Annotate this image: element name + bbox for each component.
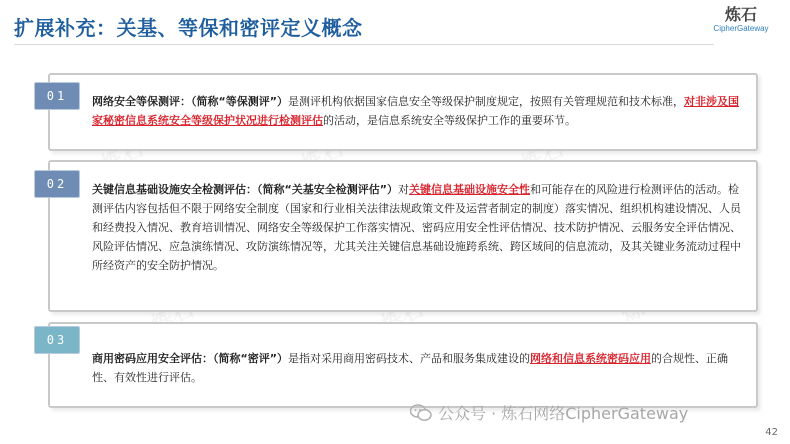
watermark-mark: 炼石 [97, 136, 149, 178]
definition-text-3 [92, 349, 742, 387]
logo-subtitle: CipherGateway [713, 24, 769, 33]
definition-body: 的合规性、正确性、有效性进行评估。 [92, 352, 728, 384]
watermark-mark: 炼石 [377, 296, 429, 338]
logo-mark: 炼石 [724, 5, 757, 24]
definition-highlight: 对非涉及国家秘密信息系统安全等级保护状况进行检测评估 [92, 95, 739, 127]
title-divider [14, 44, 714, 45]
definition-body: 和可能存在的风险进行检测评估的活动。检测评估内容包括但不限于网络安全制度（国家和行业相关法律法规政策文件及运营者制定的制度）落实情况、组织机构建设情况、人员和经费投入情况、教育培训情况、网络安全等级保护工作落实情况、密码应用安全性评估情况、技术防护情况、云服务安全评估情况、风险评估情况、应急演练情况、攻防演练情况等，尤其关注关键信息基础设施跨系统、跨区域间的信息流动，及其关键业务流动过程中所经资产的安全防护情况。 [92, 183, 741, 272]
item-number-badge: 02 [34, 170, 80, 198]
definition-body: 是测评机构依据国家信息安全等级保护制度规定，按照有关管理规范和技术标准， [287, 95, 684, 108]
definition-body: 是指对采用商用密码技术、产品和服务集成建设的 [287, 352, 530, 365]
page-title: 扩展补充：关基、等保和密评定义概念 [14, 16, 363, 40]
watermark-mark: 炼石 [147, 296, 199, 338]
definition-highlight: 网络和信息系统密码应用 [529, 352, 651, 365]
watermark-mark: 炼石 [517, 136, 569, 178]
definition-body: 的活动，是信息系统安全等级保护工作的重要环节。 [323, 114, 576, 127]
definition-highlight: 关键信息基础设施安全性 [408, 183, 530, 196]
item-number-badge: 01 [34, 82, 80, 110]
item-number-badge: 03 [34, 326, 80, 354]
definition-term: 网络安全等保测评：（简称“等保测评”） [92, 95, 288, 108]
definition-text-2 [92, 180, 742, 275]
footer-text: 公众号 · 炼石网络CipherGateway [438, 404, 689, 423]
brand-logo [706, 6, 776, 33]
definition-body: 对 [397, 183, 409, 196]
definition-term: 商用密码应用安全评估：（简称“密评”） [92, 352, 288, 365]
wechat-footer [410, 401, 688, 424]
definition-term: 关键信息基础设施安全检测评估：（简称“关基安全检测评估”） [92, 183, 398, 196]
watermark-mark: 炼石 [297, 136, 349, 178]
definition-text-1 [92, 92, 742, 130]
page-number: 42 [765, 427, 778, 438]
wechat-icon [410, 404, 432, 422]
